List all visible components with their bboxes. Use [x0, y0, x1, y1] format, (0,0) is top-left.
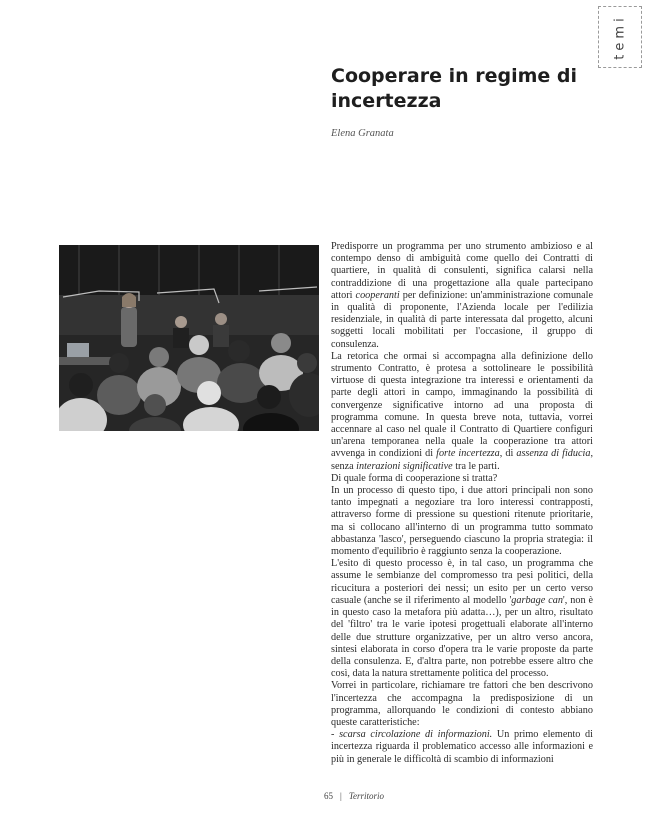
article-title: Cooperare in regime di incertezza: [331, 65, 578, 112]
article-paragraph: [331, 351, 593, 473]
article-body: [331, 241, 593, 766]
text-run: , senza: [331, 448, 593, 472]
text-run: L'esito di questo processo è, in tal caso, un programma che assume le sembianze del compromesso tra pesi politici, della ricucitura a posteriori dei nessi; un esito per un certo verso casuale (anche se il riferimento al modello ': [331, 558, 593, 606]
section-tab: [598, 6, 642, 68]
article-paragraph: [331, 241, 593, 351]
text-run: Vorrei in particolare, richiamare tre fattori che ben descrivono l'incertezza che accompagna la predisposizione di un programma, allorquando le condizioni di contesto abbiano queste caratteristiche:: [331, 680, 593, 728]
meeting-photo: [59, 245, 319, 431]
text-run: -: [331, 729, 340, 741]
emphasis-text: interazioni significative: [356, 460, 453, 472]
footer-separator: |: [340, 791, 342, 801]
section-tab-label: temi: [612, 14, 628, 60]
article-author: Elena Granata: [331, 128, 394, 139]
page-footer: [324, 791, 384, 801]
text-run: In un processo di questo tipo, i due attori principali non sono tanto impegnati a negoziare tra loro interessi contrapposti, attraverso forme di pressione su questioni ritenute prioritarie, ma si collocano all'interno di un programma tutto sommato abbastanza 'lasco', perseguendo ciascuno la propria strategia: il momento d'equilibrio è raggiunto senza la cooperazione.: [331, 485, 593, 558]
text-run: ', non è in questo caso la metafora più adatta…), per un altro, risultato del 'filtro' tra le varie ipotesi progettuali elaborate all'interno delle due strutture organizzative, per un altro verso ancora, sintesi elaborata in corso d'opera tra le varie proposte da parte della consulenza. E, d'altra parte, non potrebbe essere altro che così, data la natura strettamente politica del processo.: [331, 594, 594, 680]
article-paragraph: [331, 558, 593, 680]
text-run: , di: [499, 448, 517, 460]
emphasis-text: assenza di fiducia: [516, 448, 591, 460]
page-number: 65: [324, 791, 333, 801]
emphasis-text: forte incertezza: [436, 448, 500, 460]
text-run: Di quale forma di cooperazione si tratta?: [331, 472, 498, 484]
article-paragraph: [331, 680, 593, 729]
journal-name: Territorio: [348, 791, 384, 801]
article-paragraph: [331, 473, 593, 485]
emphasis-text: garbage can: [511, 594, 563, 606]
article-paragraph: [331, 729, 593, 766]
text-run: Un primo elemento di incertezza riguarda il problematico accesso alle informazioni e più in generale le difficoltà di scambio di informazioni: [331, 729, 593, 765]
meeting-photo-illustration: [59, 245, 319, 431]
emphasis-text: cooperanti: [355, 289, 400, 301]
article-paragraph: [331, 485, 593, 558]
text-run: La retorica che ormai si accompagna alla definizione dello strumento Contratto, è protesa a sottolineare le possibilità virtuose di questa integrazione tra interessi e orientamenti da parte degli attori in campo, immaginando la possibilità di convergenze significative intorno ad una proposta di programma comune. In questa breve nota, tuttavia, vorrei accennare al caso nel quale il Contratto di Quartiere configuri un'arena temporanea nella quale la cooperazione tra attori avvenga in condizioni di: [331, 350, 593, 460]
text-run: tra le parti.: [452, 460, 500, 472]
text-run: Predisporre un programma per uno strumento ambizioso e al contempo denso di ambiguità come quello dei Contratti di quartiere, in qualità di consulenti, significa calarsi nella contraddizione di una progettazione alla quale partecipano attori: [331, 241, 593, 301]
emphasis-text: scarsa circolazione di informazioni.: [339, 729, 493, 741]
text-run: per definizione: un'amministrazione comunale in qualità di proponente, l'Azienda locale per l'edilizia residenziale, in qualità di parte interessata dal progetto, alcuni soggetti locali mobilitati per l'occasione, il gruppo di consulenza.: [331, 289, 594, 350]
